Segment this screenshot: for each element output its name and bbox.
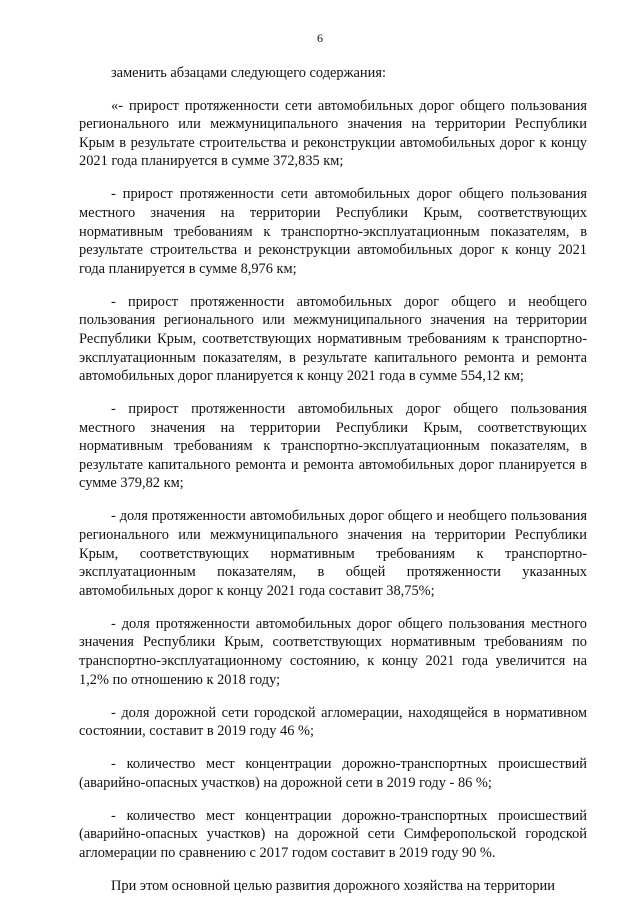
paragraph-accident-spots: - количество мест концентрации дорожно-транспортных происшествий (аварийно-опасных участков) на дорожной сети в 2019 году - 86 %;	[79, 756, 587, 791]
paragraph-local-road-growth: - прирост протяженности сети автомобильных дорог общего пользования местного значения на территории Республики Крым, соответствующих нормативным требованиям к транспортно-эксплуатационным показателям, в результате строительства и реконструкции автомобильных дорог к концу 2021 года планируется в сумме 8,976 км;	[79, 186, 587, 277]
paragraph-regional-share: - доля протяженности автомобильных дорог общего и необщего пользования регионального или межмуниципального значения на территории Республики Крым, соответствующих нормативным требованиям к транспортно-эксплуатационным показателям, в общей протяженности указанных автомобильных дорог к концу 2021 года составит 38,75%;	[79, 508, 587, 599]
paragraph-regional-road-growth: «- прирост протяженности сети автомобильных дорог общего пользования регионального или межмуниципального значения на территории Республики Крым в результате строительства и реконструкции автомобильных дорог к концу 2021 года планируется в сумме 372,835 км;	[79, 97, 587, 170]
paragraph-conclusion-start: При этом основной целью развития дорожного хозяйства на территории	[111, 877, 555, 894]
document-body	[79, 64, 587, 910]
page-number: 6	[317, 31, 323, 45]
paragraph-accident-spots-simferopol: - количество мест концентрации дорожно-транспортных происшествий (аварийно-опасных участков) на дорожной сети Симферопольской городской агломерации по сравнению с 2017 годом составит в 2019 году 90 %.	[79, 807, 587, 861]
paragraph-regional-repair-growth: - прирост протяженности автомобильных дорог общего и необщего пользования регионального или межмуниципального значения на территории Республики Крым, соответствующих нормативным требованиям к транспортно-эксплуатационным показателям, в результате капитального ремонта и ремонта автомобильных дорог планируется к концу 2021 года в сумме 554,12 км;	[79, 293, 587, 385]
paragraph-local-repair-growth: - прирост протяженности автомобильных дорог общего пользования местного значения на территории Республики Крым, соответствующих нормативным требованиям к транспортно-эксплуатационным показателям, в результате капитального ремонта и ремонта автомобильных дорог планируется в сумме 379,82 км;	[79, 401, 587, 492]
paragraph-agglomeration-share: - доля дорожной сети городской агломерации, находящейся в нормативном состоянии, составит в 2019 году 46 %;	[79, 704, 587, 740]
intro-paragraph: заменить абзацами следующего содержания:	[111, 65, 386, 81]
paragraph-local-share: - доля протяженности автомобильных дорог общего пользования местного значения Республики Крым, соответствующих нормативным требованиям по транспортно-эксплуатационному состоянию, к концу 2021 года увеличится на 1,2% по отношению к 2018 году;	[79, 615, 587, 688]
